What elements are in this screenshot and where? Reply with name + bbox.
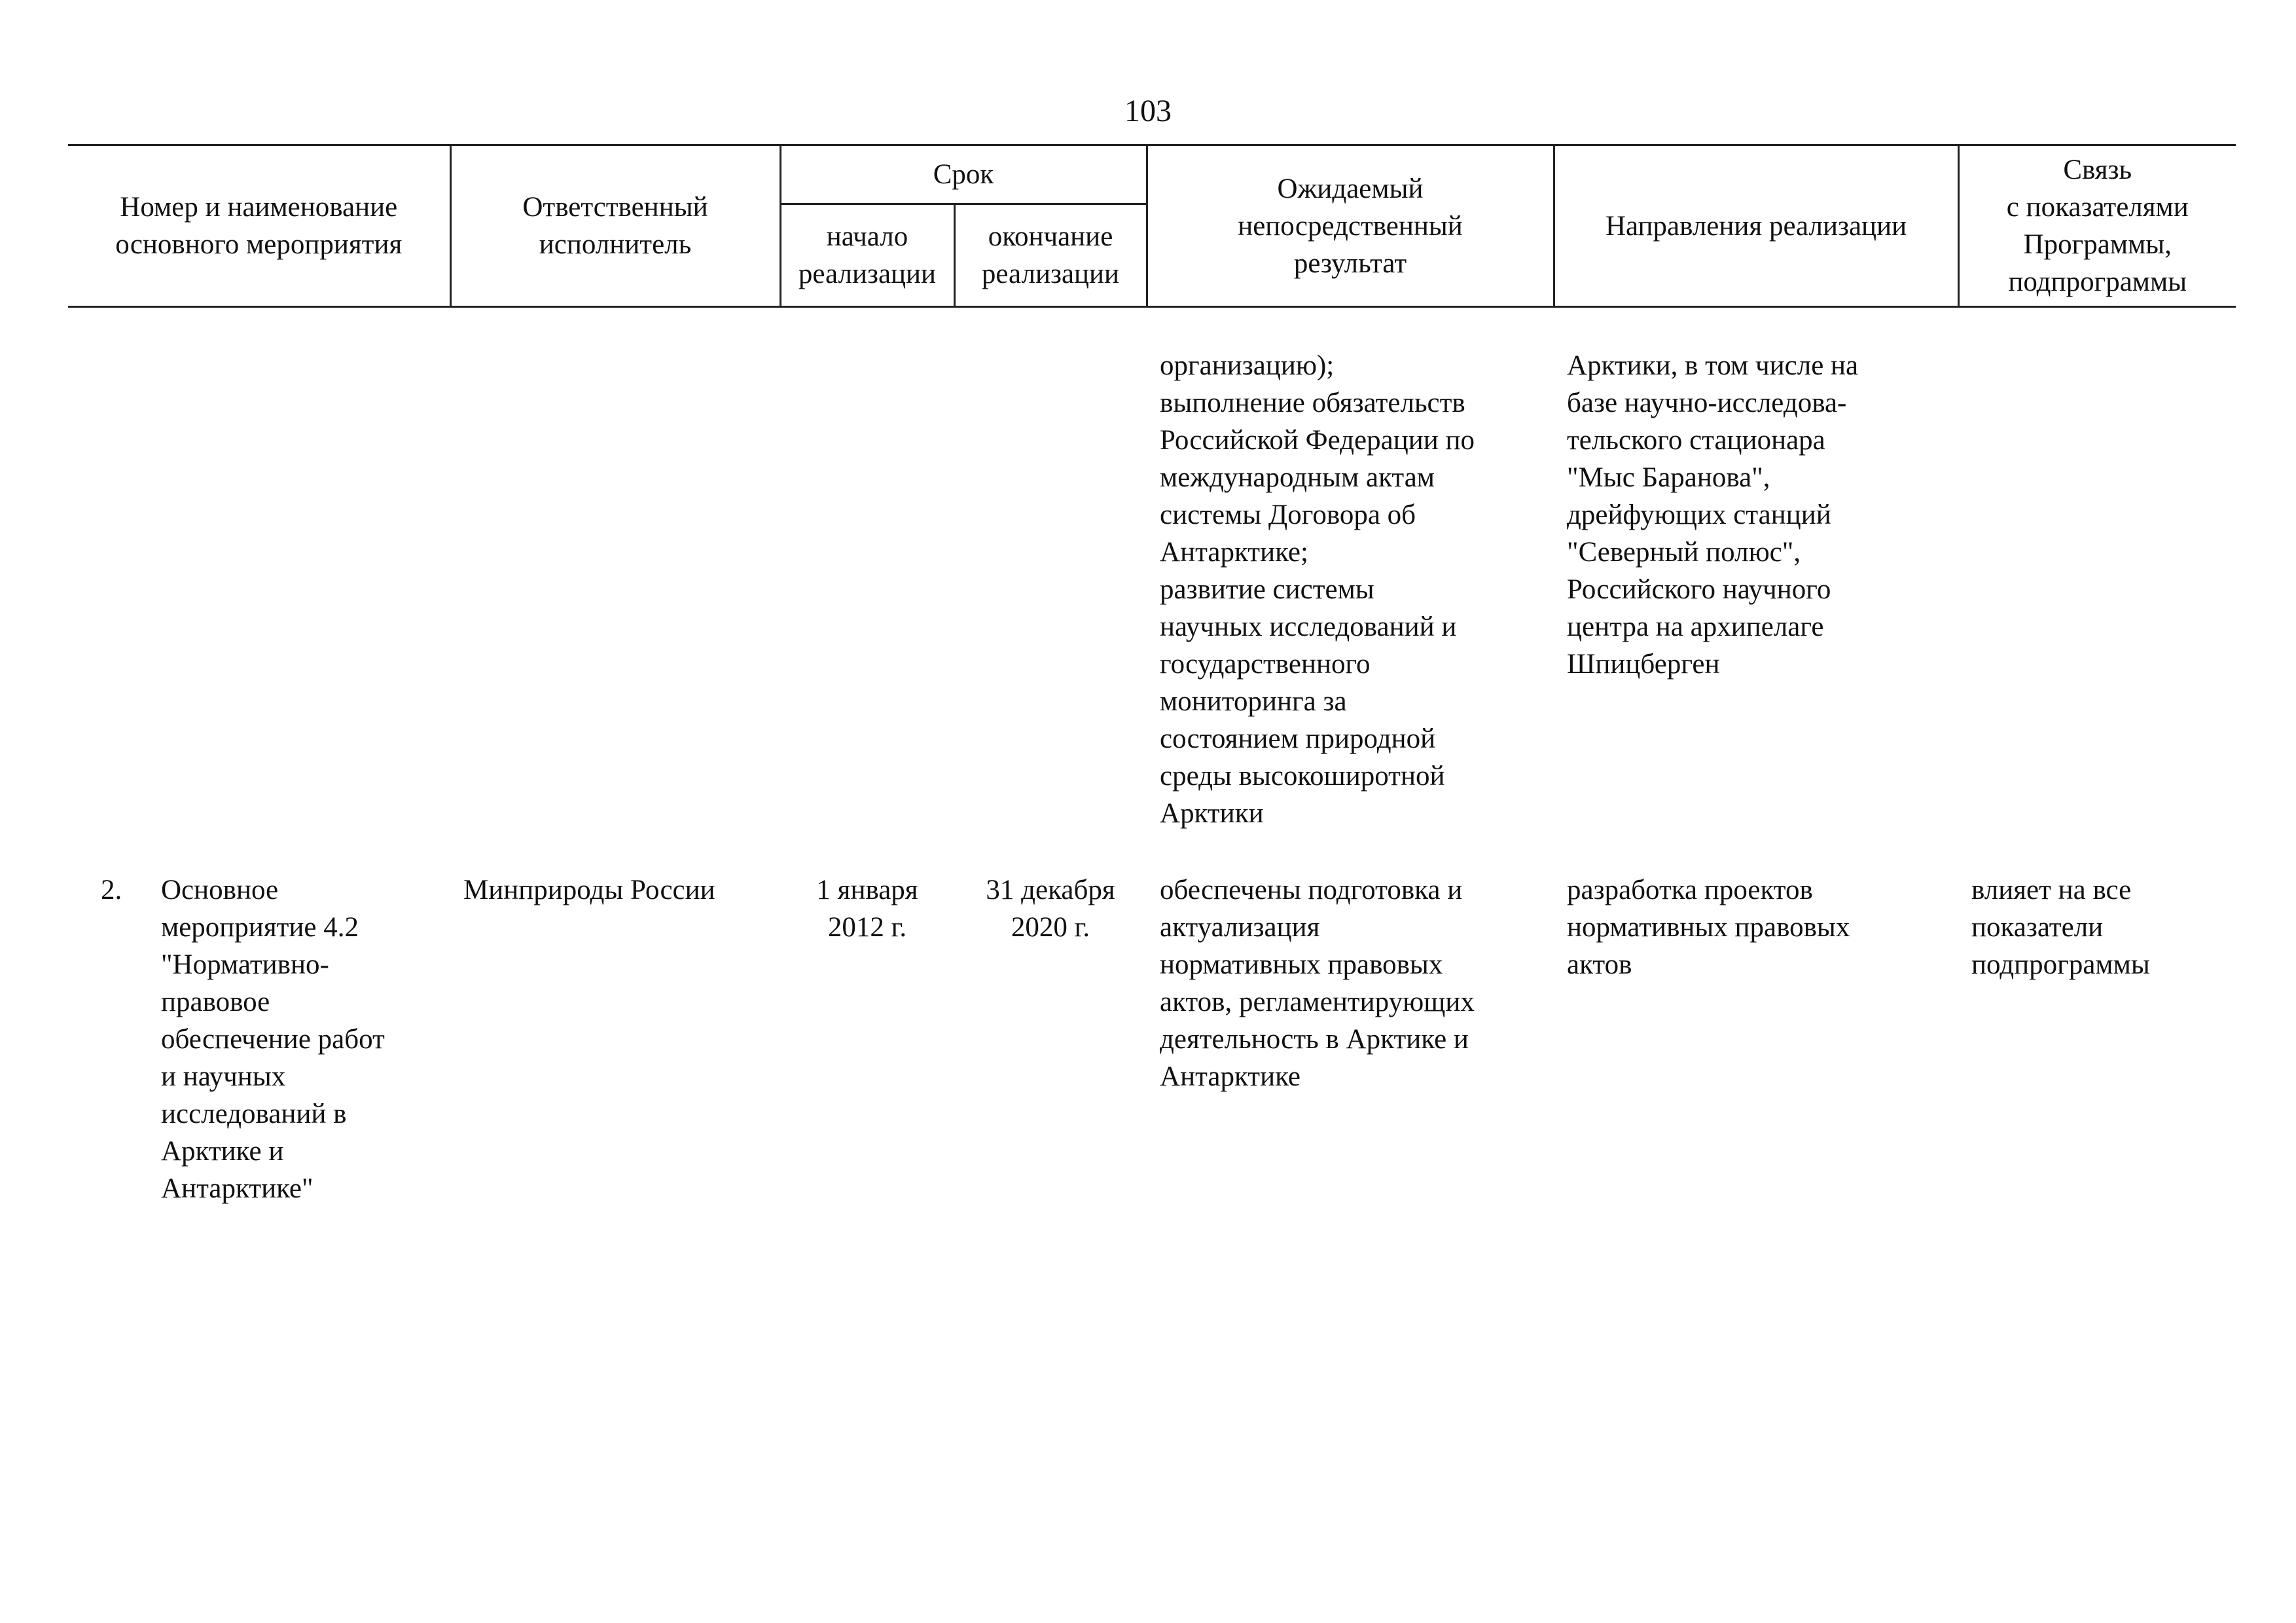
- header-name: Номер и наименование основного мероприятия: [68, 145, 450, 307]
- row-executor: Минприроды России: [463, 875, 715, 905]
- header-start: начало реализации: [780, 204, 954, 306]
- measures-table: [68, 144, 2236, 1207]
- row-name: Основное мероприятие 4.2 "Нормативно- правовое обеспечение работ и научных исследований в Арктике и Антарктике": [161, 875, 385, 1204]
- header-directions: Направления реализации: [1554, 145, 1958, 307]
- row-start: [780, 307, 954, 872]
- row-result: организацию); выполнение обязательств Российской Федерации по международным актам системы Договора об Антарктике; развитие системы научных исследований и государственного мониторинга за состоянием природной среды высокоширотной Арктики: [1160, 350, 1475, 829]
- row-directions: разработка проектов нормативных правовых актов: [1567, 875, 1850, 980]
- table-row: [68, 871, 2236, 1207]
- row-name-cell: [68, 871, 450, 1207]
- row-end: [954, 307, 1147, 872]
- row-link: [1958, 307, 2236, 872]
- table-header: [68, 145, 2236, 307]
- page-number: 103: [1124, 94, 1172, 128]
- row-number: 2.: [101, 875, 122, 905]
- row-end: 31 декабря 2020 г.: [986, 875, 1115, 943]
- header-executor: Ответственный исполнитель: [450, 145, 780, 307]
- table-row: [68, 307, 2236, 872]
- row-result: обеспечены подготовка и актуализация нормативных правовых актов, регламентирующих деятельность в Арктике и Антарктике: [1160, 875, 1475, 1092]
- row-executor: [450, 307, 780, 872]
- header-result: Ожидаемый непосредственный результат: [1147, 145, 1554, 307]
- row-link: влияет на все показатели подпрограммы: [1971, 875, 2150, 980]
- row-start: 1 января 2012 г.: [816, 875, 918, 943]
- row-directions: Арктики, в том числе на базе научно-исследова- тельского стационара "Мыс Баранова", дрейфующих станций "Северный полюс", Российского научного центра на архипелаге Шпицберген: [1567, 350, 1859, 680]
- row-name-cell: [68, 307, 450, 872]
- header-link: Связь с показателями Программы, подпрограммы: [1958, 145, 2236, 307]
- header-term: Срок: [780, 145, 1147, 204]
- header-end: окончание реализации: [954, 204, 1147, 306]
